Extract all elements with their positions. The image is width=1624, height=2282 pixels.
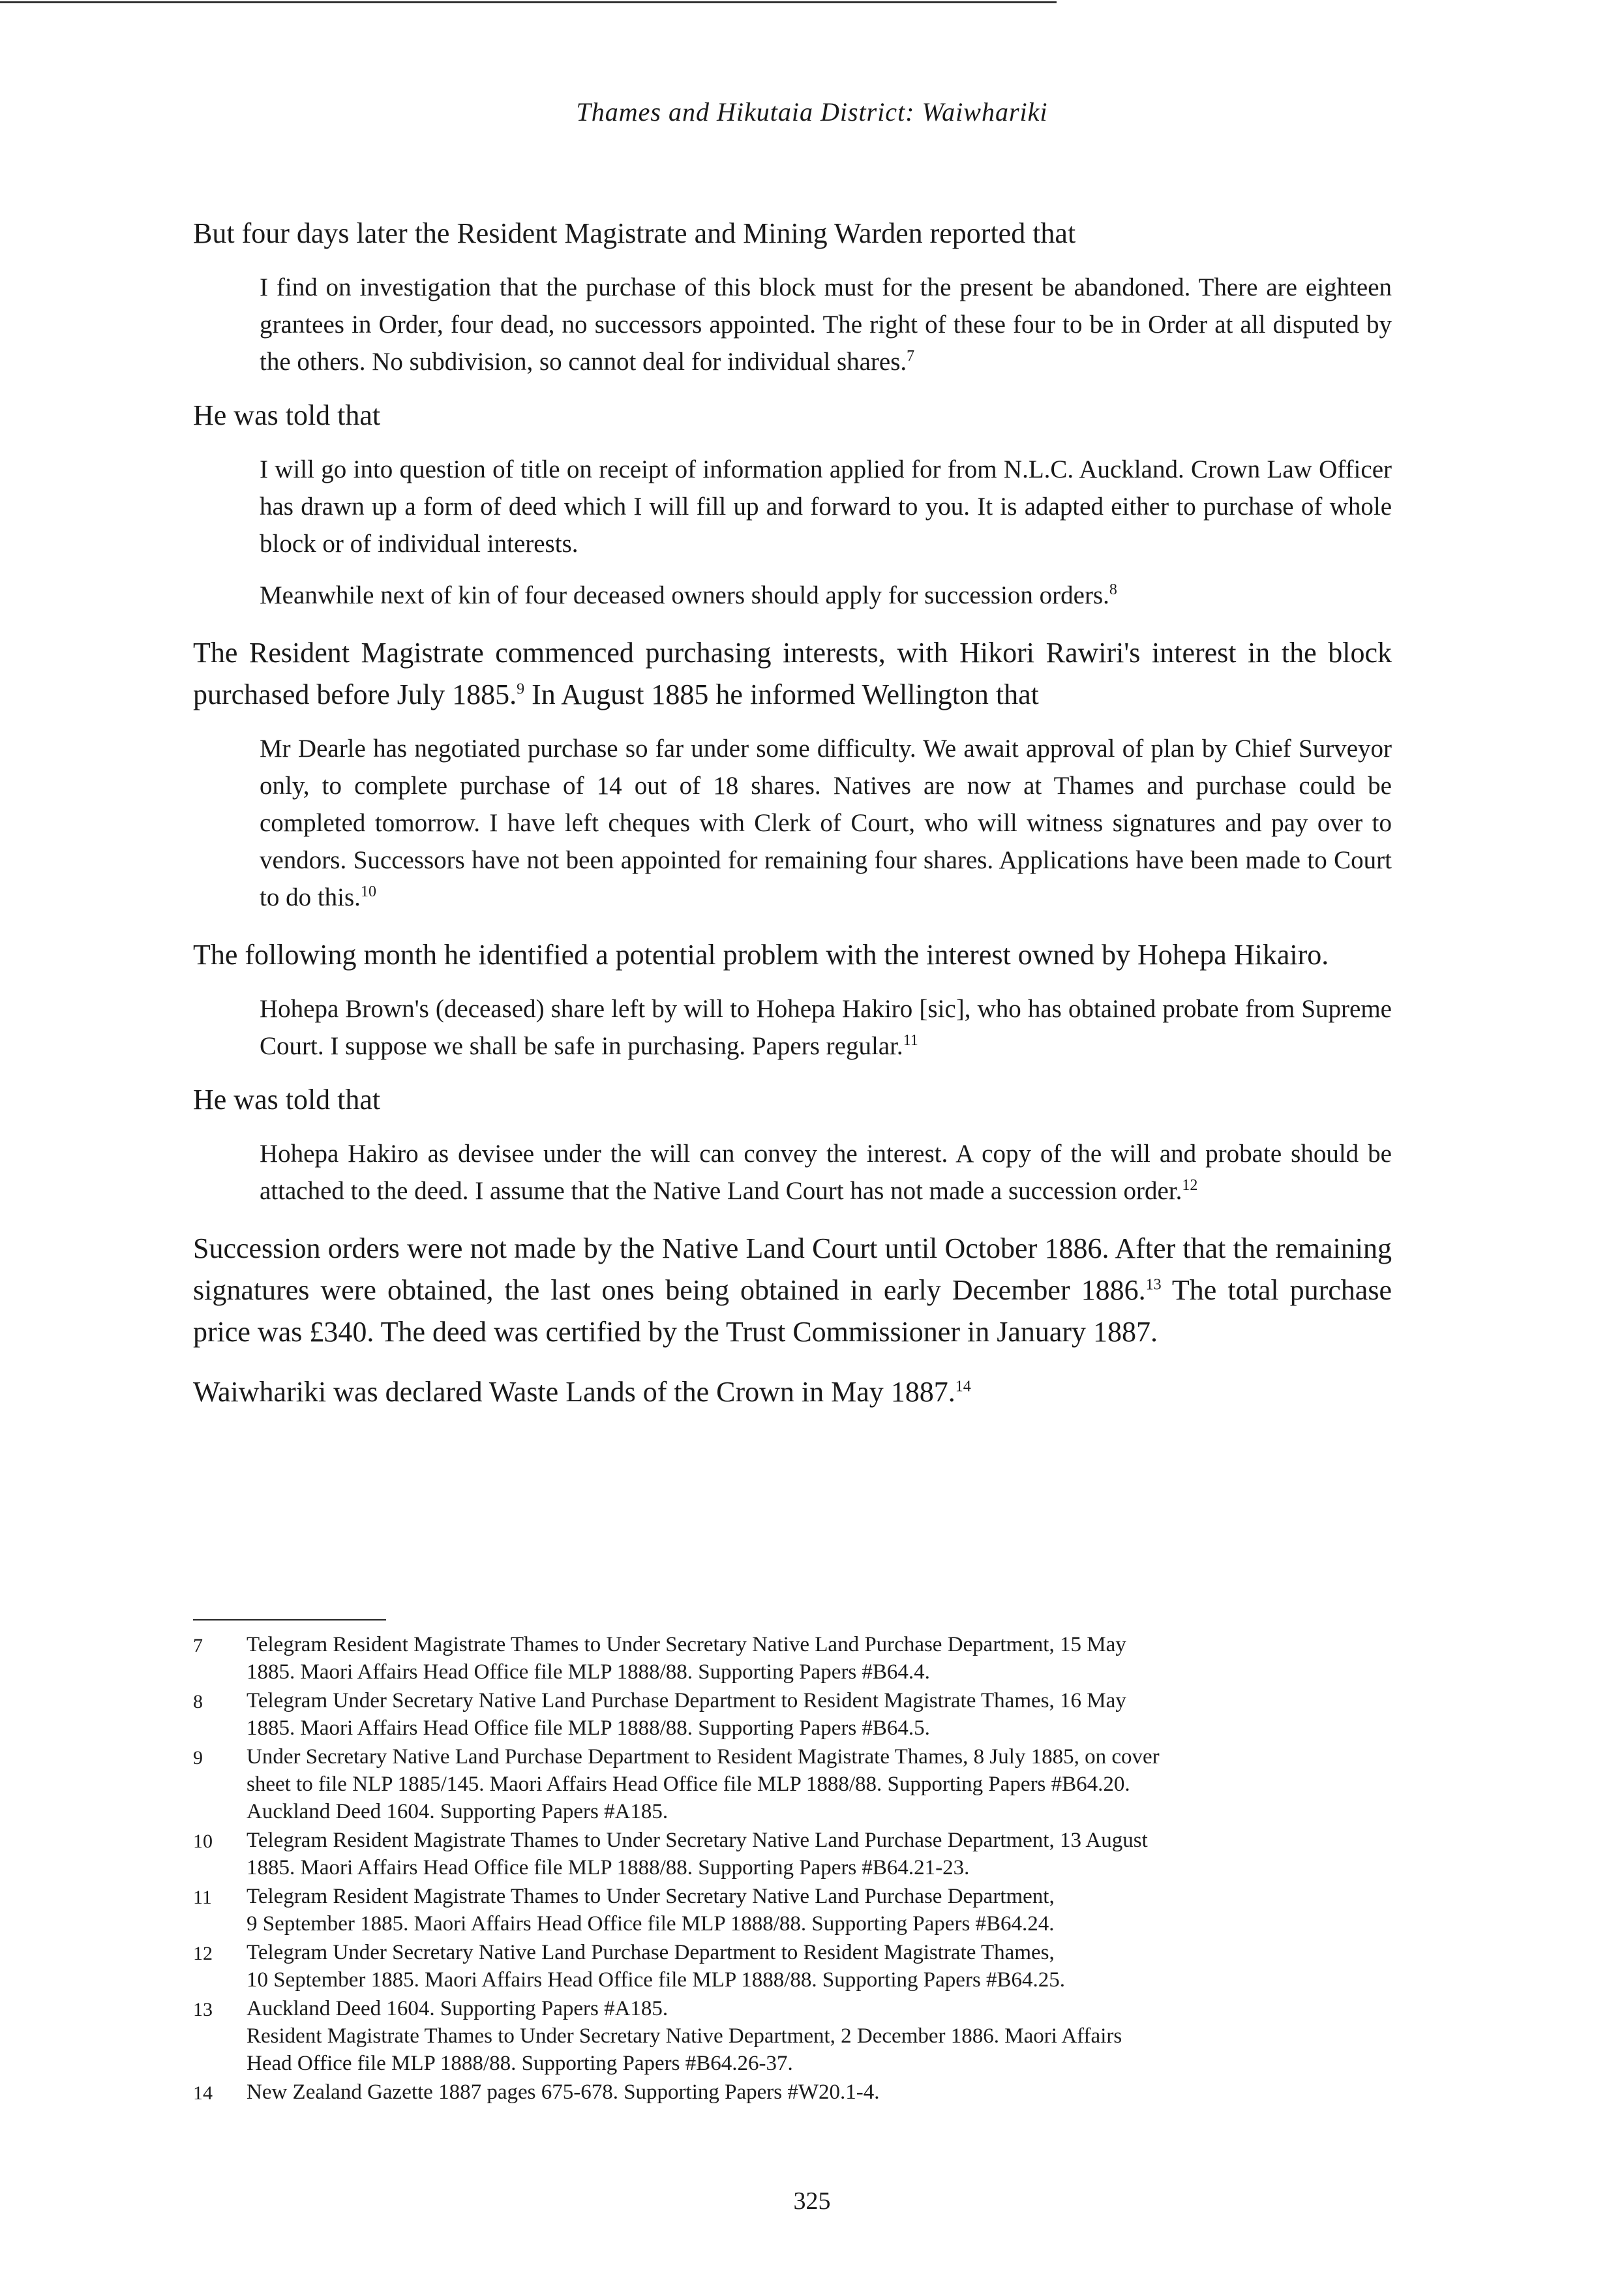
paragraph-3	[193, 632, 1392, 716]
footnote-text	[247, 1883, 1392, 1938]
footnote-ref-8[interactable]: 8	[1109, 581, 1117, 598]
footnote-line: 1885. Maori Affairs Head Office file MLP 1888/88. Supporting Papers #B64.5.	[247, 1716, 930, 1740]
footnote-number: 14	[193, 2082, 213, 2104]
footnote-line: Telegram Under Secretary Native Land Purchase Department to Resident Magistrate Thames, 16 May	[247, 1689, 1126, 1712]
paragraph-6-part-a: Succession orders were not made by the Native Land Court until October 1886. After that the remaining signatures were obtained, the last ones being obtained in early December 1886.	[193, 1232, 1392, 1306]
footnote-line: Resident Magistrate Thames to Under Secretary Native Department, 2 December 1886. Maori Affairs	[247, 2024, 1122, 2048]
footnote-line: 10 September 1885. Maori Affairs Head Office file MLP 1888/88. Supporting Papers #B64.25.	[247, 1968, 1066, 1992]
paragraph-6	[193, 1228, 1392, 1353]
paragraph-4: The following month he identified a potential problem with the interest owned by Hohepa Hikairo.	[193, 939, 1329, 971]
footnote-text	[247, 1939, 1392, 1994]
footnote-number: 12	[193, 1943, 213, 1964]
footnote-text	[247, 1631, 1392, 1686]
page-number: 325	[793, 2187, 831, 2215]
block-quote-4	[260, 990, 1392, 1065]
block-quote-5	[260, 1135, 1392, 1209]
running-header: Thames and Hikutaia District: Waiwhariki	[576, 97, 1048, 127]
block-quote-2a: I will go into question of title on receipt of information applied for from N.L.C. Auckland. Crown Law Officer has drawn up a form of deed which I will fill up and forward to you. It is adapted either to purchase of whole block or of individual interests.	[260, 455, 1392, 558]
footnotes	[193, 1631, 1392, 2108]
footnote-11	[193, 1883, 1392, 1938]
footnote-text	[247, 1995, 1392, 2077]
paragraph-2: He was told that	[193, 399, 381, 431]
footnote-number: 7	[193, 1635, 203, 1656]
footnote-number: 8	[193, 1691, 203, 1712]
block-quote-2b-text: Meanwhile next of kin of four deceased owners should apply for succession orders.	[260, 581, 1109, 609]
footnote-ref-7[interactable]: 7	[907, 348, 915, 365]
paragraph-7-text: Waiwhariki was declared Waste Lands of the Crown in May 1887.	[193, 1376, 955, 1408]
paragraph-7	[193, 1371, 1392, 1413]
footnote-line: Telegram Resident Magistrate Thames to Under Secretary Native Land Purchase Department, 13 August	[247, 1829, 1148, 1852]
footnote-ref-13[interactable]: 13	[1145, 1276, 1162, 1294]
footnote-text	[247, 1827, 1392, 1881]
block-quote-3-text: Mr Dearle has negotiated purchase so far under some difficulty. We await approval of plan by Chief Surveyor only, to complete purchase of 14 out of 18 shares. Natives are now at Thames and purchase could be completed tomorrow. I have left cheques with Clerk of Court, who will witness signatures and pay over to vendors. Successors have not been appointed for remaining four shares. Applications have been made to Court to do this.	[260, 735, 1392, 911]
footnote-line: Telegram Under Secretary Native Land Purchase Department to Resident Magistrate Thames,	[247, 1941, 1055, 1964]
footnote-line: 9 September 1885. Maori Affairs Head Office file MLP 1888/88. Supporting Papers #B64.24.	[247, 1912, 1055, 1936]
footnote-9	[193, 1743, 1392, 1825]
paragraph-6-part-b: The total purchase price was £340. The deed was certified by the Trust Commissioner in January 1887.	[193, 1274, 1392, 1348]
main-text	[193, 213, 1392, 1413]
footnote-line: 1885. Maori Affairs Head Office file MLP 1888/88. Supporting Papers #B64.21-23.	[247, 1856, 970, 1879]
footnote-13	[193, 1995, 1392, 2077]
top-rule	[0, 1, 1057, 3]
footnote-line: Telegram Resident Magistrate Thames to Under Secretary Native Land Purchase Department,	[247, 1885, 1055, 1908]
paragraph-5: He was told that	[193, 1084, 381, 1116]
footnote-12	[193, 1939, 1392, 1994]
footnote-text	[247, 1687, 1392, 1742]
footnote-7	[193, 1631, 1392, 1686]
footnote-ref-9[interactable]: 9	[517, 680, 525, 698]
block-quote-3	[260, 730, 1392, 916]
paragraph-1: But four days later the Resident Magistrate and Mining Warden reported that	[193, 217, 1076, 249]
footnote-line: Telegram Resident Magistrate Thames to Under Secretary Native Land Purchase Department, 15 May	[247, 1633, 1126, 1656]
footnote-10	[193, 1827, 1392, 1881]
footnote-line: Under Secretary Native Land Purchase Department to Resident Magistrate Thames, 8 July 1885, on cover	[247, 1745, 1160, 1769]
footnote-line: Auckland Deed 1604. Supporting Papers #A185.	[247, 1800, 669, 1823]
footnote-ref-12[interactable]: 12	[1182, 1177, 1198, 1194]
block-quote-5-text: Hohepa Hakiro as devisee under the will can convey the interest. A copy of the will and probate should be attached to the deed. I assume that the Native Land Court has not made a succession order.	[260, 1140, 1392, 1205]
footnote-line: sheet to file NLP 1885/145. Maori Affairs Head Office file MLP 1888/88. Supporting Papers #B64.20.	[247, 1772, 1130, 1796]
footnote-line: Head Office file MLP 1888/88. Supporting Papers #B64.26-37.	[247, 2052, 793, 2075]
block-quote-2b	[260, 577, 1392, 614]
footnote-ref-14[interactable]: 14	[955, 1378, 971, 1395]
paragraph-3-part-b: In August 1885 he informed Wellington that	[524, 678, 1039, 710]
footnote-text	[247, 1743, 1392, 1825]
block-quote-1	[260, 269, 1392, 380]
footnote-text	[247, 2078, 1392, 2107]
paragraph-3-part-a: The Resident Magistrate commenced purchasing interests, with Hikori Rawiri's interest in the block purchased before July 1885.	[193, 637, 1392, 710]
footnote-line: 1885. Maori Affairs Head Office file MLP 1888/88. Supporting Papers #B64.4.	[247, 1660, 930, 1684]
footnote-line: Auckland Deed 1604. Supporting Papers #A185.	[247, 1997, 669, 2020]
footnote-number: 10	[193, 1831, 213, 1852]
footnote-number: 13	[193, 1999, 213, 2020]
footnote-14	[193, 2078, 1392, 2107]
footnote-ref-11[interactable]: 11	[903, 1032, 918, 1049]
footnote-8	[193, 1687, 1392, 1742]
footnote-separator	[193, 1619, 386, 1620]
footnote-ref-10[interactable]: 10	[360, 883, 376, 900]
footnote-number: 9	[193, 1747, 203, 1769]
block-quote-4-text: Hohepa Brown's (deceased) share left by will to Hohepa Hakiro [sic], who has obtained probate from Supreme Court. I suppose we shall be safe in purchasing. Papers regular.	[260, 995, 1392, 1060]
footnote-line: New Zealand Gazette 1887 pages 675-678. Supporting Papers #W20.1-4.	[247, 2080, 880, 2104]
footnote-number: 11	[193, 1887, 212, 1908]
block-quote-1-text: I find on investigation that the purchase of this block must for the present be abandoned. There are eighteen grantees in Order, four dead, no successors appointed. The right of these four to be in Order at all disputed by the others. No subdivision, so cannot deal for individual shares.	[260, 273, 1392, 376]
